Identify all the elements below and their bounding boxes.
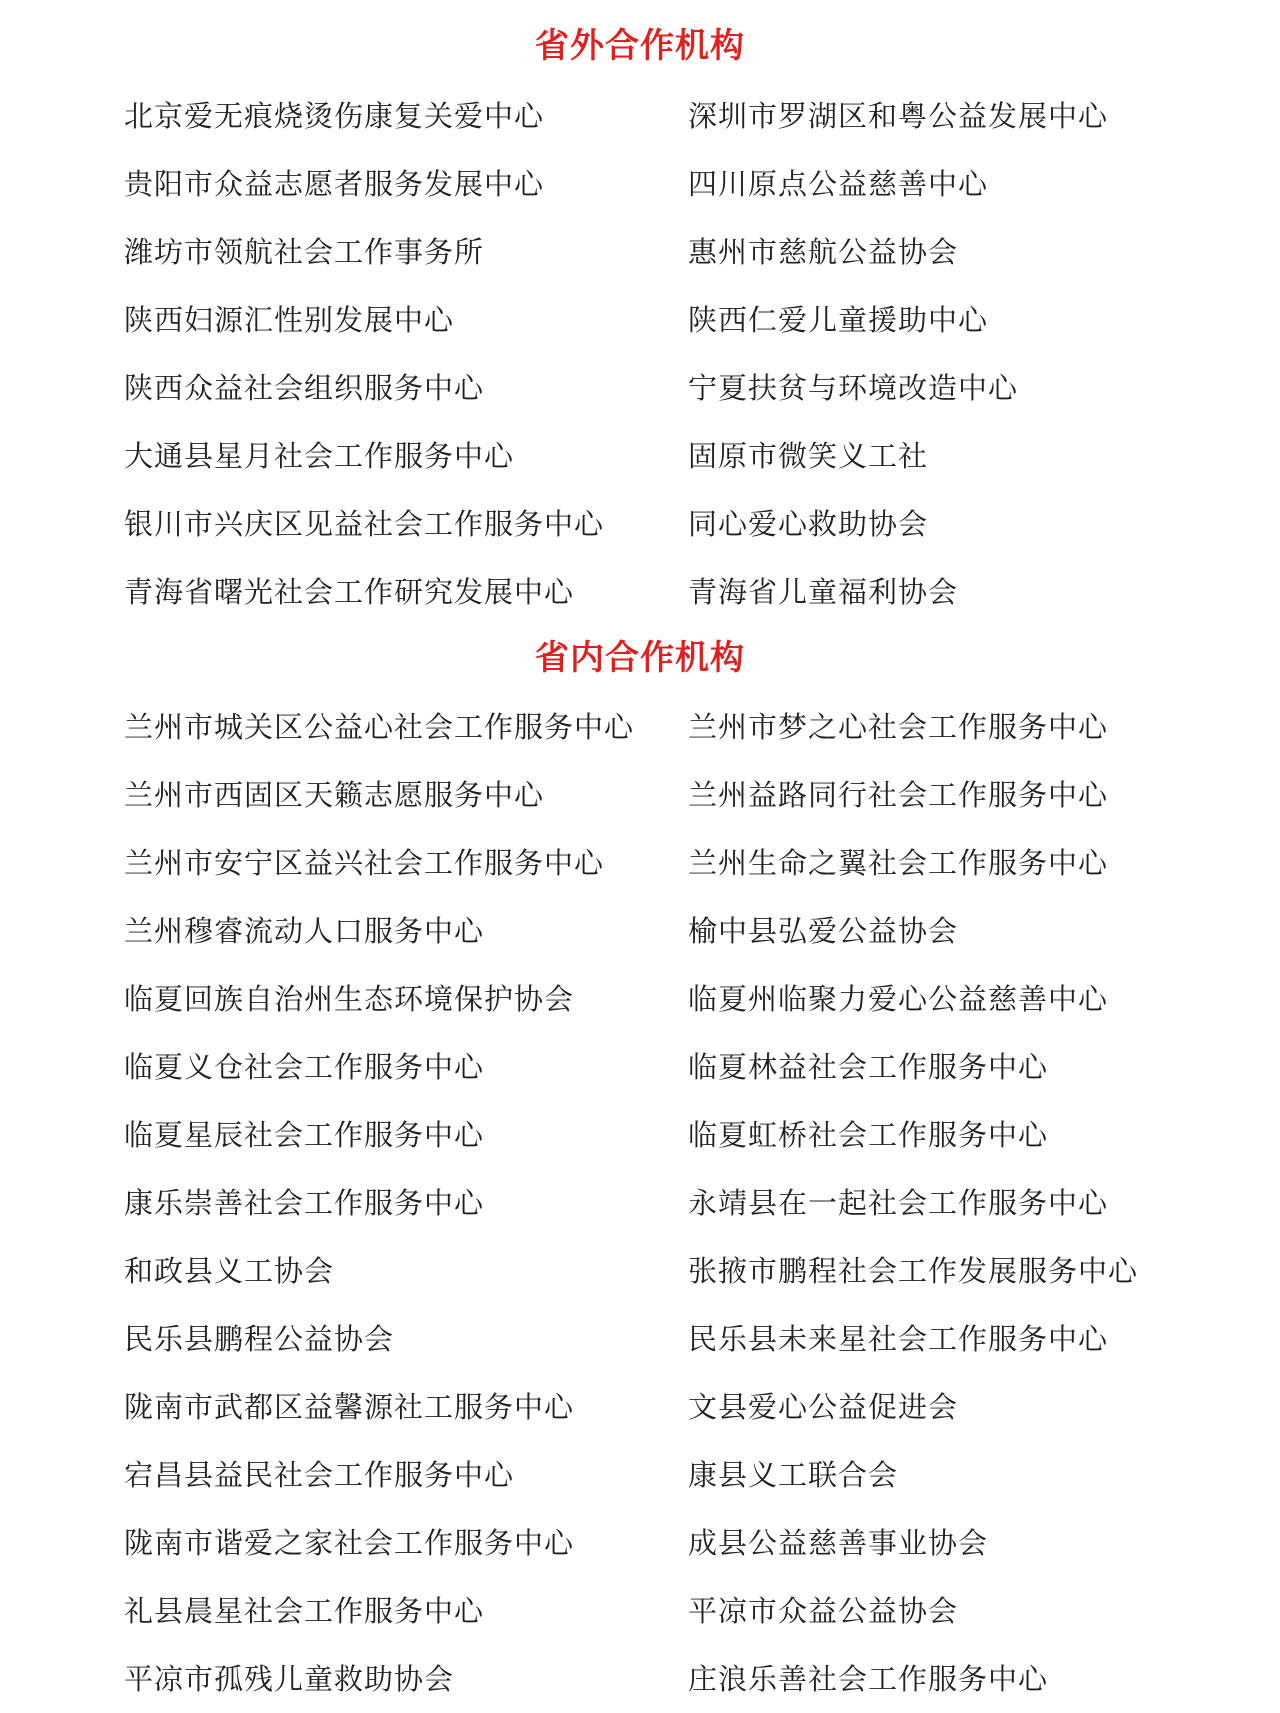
- org-item: 临夏虹桥社会工作服务中心: [688, 1118, 1049, 1152]
- org-item: 榆中县弘爱公益协会: [688, 914, 959, 948]
- org-item: 潍坊市领航社会工作事务所: [124, 235, 485, 269]
- outside-org-grid: [124, 82, 1224, 626]
- org-item: 陕西仁爱儿童援助中心: [688, 303, 989, 337]
- org-item: 陕西妇源汇性别发展中心: [124, 303, 455, 337]
- org-item: 陇南市武都区益馨源社工服务中心: [124, 1390, 575, 1424]
- section-title-inside-province: 省内合作机构: [535, 638, 745, 678]
- org-item: 深圳市罗湖区和粤公益发展中心: [688, 99, 1109, 133]
- org-item: 贵阳市众益志愿者服务发展中心: [124, 167, 545, 201]
- org-item: 青海省曙光社会工作研究发展中心: [124, 575, 575, 609]
- org-item: 庄浪乐善社会工作服务中心: [688, 1662, 1049, 1696]
- org-item: 康县义工联合会: [688, 1458, 899, 1492]
- org-item: 临夏回族自治州生态环境保护协会: [124, 982, 575, 1016]
- org-item: 兰州市西固区天籁志愿服务中心: [124, 778, 545, 812]
- org-item: 陇南市谐爱之家社会工作服务中心: [124, 1526, 575, 1560]
- org-item: 青海省儿童福利协会: [688, 575, 959, 609]
- org-item: 民乐县鹏程公益协会: [124, 1322, 395, 1356]
- org-item: 文县爱心公益促进会: [688, 1390, 959, 1424]
- org-item: 临夏林益社会工作服务中心: [688, 1050, 1049, 1084]
- org-item: 惠州市慈航公益协会: [688, 235, 959, 269]
- org-item: 固原市微笑义工社: [688, 439, 929, 473]
- org-item: 平凉市孤残儿童救助协会: [124, 1662, 455, 1696]
- org-item: 兰州穆睿流动人口服务中心: [124, 914, 485, 948]
- org-item: 临夏义仓社会工作服务中心: [124, 1050, 485, 1084]
- inside-org-grid: [124, 693, 1224, 1713]
- org-item: 宕昌县益民社会工作服务中心: [124, 1458, 515, 1492]
- org-item: 临夏州临聚力爱心公益慈善中心: [688, 982, 1109, 1016]
- org-item: 永靖县在一起社会工作服务中心: [688, 1186, 1109, 1220]
- org-item: 银川市兴庆区见益社会工作服务中心: [124, 507, 605, 541]
- org-item: 康乐崇善社会工作服务中心: [124, 1186, 485, 1220]
- org-item: 兰州市梦之心社会工作服务中心: [688, 710, 1109, 744]
- section-title-outside-province: 省外合作机构: [535, 26, 745, 66]
- org-item: 兰州益路同行社会工作服务中心: [688, 778, 1109, 812]
- org-item: 宁夏扶贫与环境改造中心: [688, 371, 1019, 405]
- org-item: 礼县晨星社会工作服务中心: [124, 1594, 485, 1628]
- org-item: 兰州市安宁区益兴社会工作服务中心: [124, 846, 605, 880]
- org-item: 平凉市众益公益协会: [688, 1594, 959, 1628]
- org-item: 和政县义工协会: [124, 1254, 335, 1288]
- org-item: 兰州市城关区公益心社会工作服务中心: [124, 710, 635, 744]
- org-item: 北京爱无痕烧烫伤康复关爱中心: [124, 99, 545, 133]
- org-item: 四川原点公益慈善中心: [688, 167, 989, 201]
- org-item: 陕西众益社会组织服务中心: [124, 371, 485, 405]
- org-item: 张掖市鹏程社会工作发展服务中心: [688, 1254, 1139, 1288]
- org-item: 兰州生命之翼社会工作服务中心: [688, 846, 1109, 880]
- org-item: 民乐县未来星社会工作服务中心: [688, 1322, 1109, 1356]
- org-item: 临夏星辰社会工作服务中心: [124, 1118, 485, 1152]
- org-item: 大通县星月社会工作服务中心: [124, 439, 515, 473]
- org-item: 同心爱心救助协会: [688, 507, 929, 541]
- org-item: 成县公益慈善事业协会: [688, 1526, 989, 1560]
